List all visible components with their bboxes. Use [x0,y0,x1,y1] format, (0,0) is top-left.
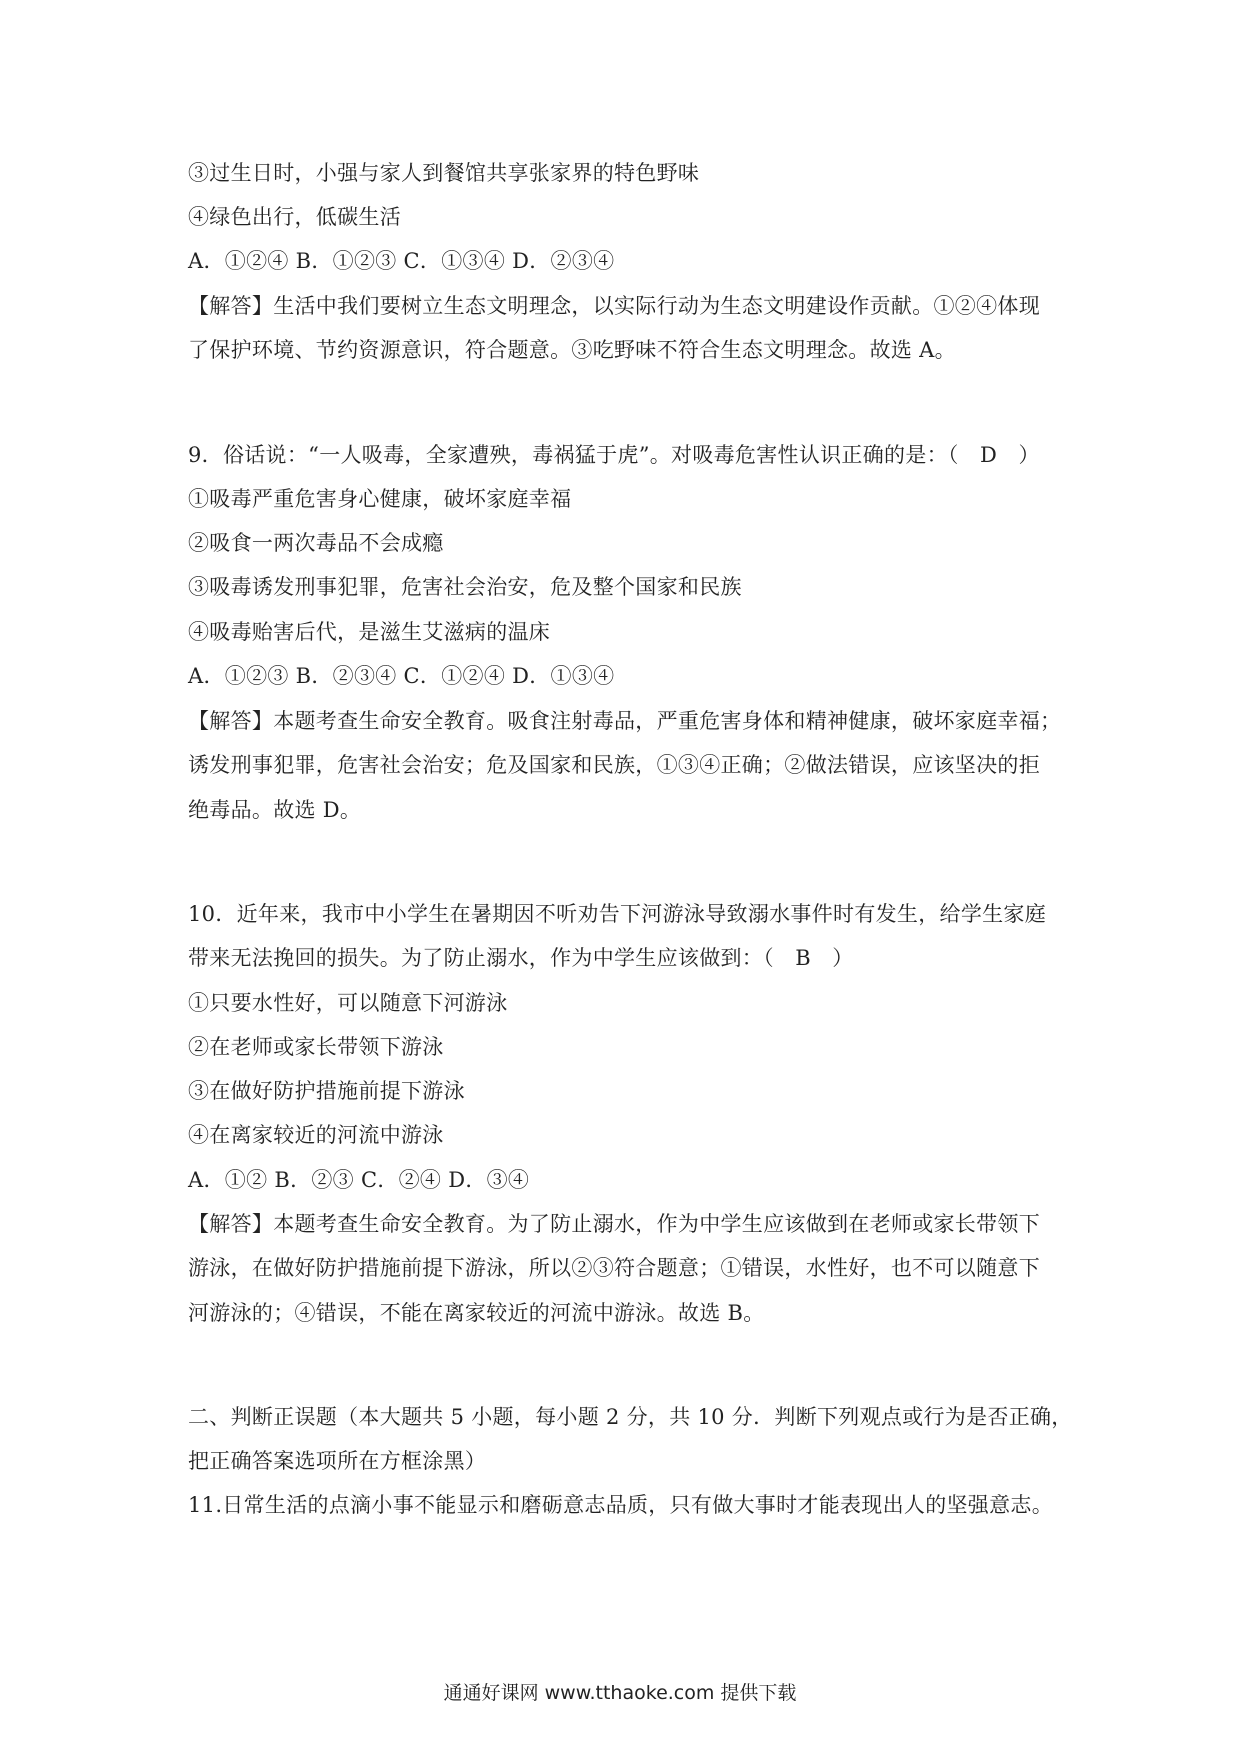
option-line: ③过生日时，小强与家人到餐馆共享张家界的特色野味 [188,161,700,185]
explanation-line: 诱发刑事犯罪，危害社会治安；危及国家和民族，①③④正确；②做法错误，应该坚决的拒 [188,753,1040,777]
option-line: ①只要水性好，可以随意下河游泳 [188,991,508,1015]
option-line: ②在老师或家长带领下游泳 [188,1035,444,1059]
option-line: ①吸毒严重危害身心健康，破坏家庭幸福 [188,487,572,511]
option-line: ②吸食一两次毒品不会成瘾 [188,531,444,555]
explanation-line: 了保护环境、节约资源意识，符合题意。③吃野味不符合生态文明理念。故选 A。 [188,338,956,362]
answer-choices: A．①②④ B．①②③ C．①③④ D．②③④ [188,249,615,273]
explanation-line: 河游泳的；④错误，不能在离家较近的河流中游泳。故选 B。 [188,1301,765,1325]
question-10: 10．近年来，我市中小学生在暑期因不听劝告下河游泳导致溺水事件时有发生，给学生家庭 [188,902,1047,926]
question-9: 9．俗话说：“一人吸毒，全家遭殃，毒祸猛于虎”。对吸毒危害性认识正确的是：（ D ） [188,443,1040,467]
option-line: ③吸毒诱发刑事犯罪，危害社会治安，危及整个国家和民族 [188,575,742,599]
section-heading: 二、判断正误题（本大题共 5 小题，每小题 2 分，共 10 分．判断下列观点或行为是否正确， [188,1405,1073,1429]
explanation-line: 游泳，在做好防护措施前提下游泳，所以②③符合题意；①错误，水性好，也不可以随意下 [188,1256,1040,1280]
option-line: ④绿色出行，低碳生活 [188,205,401,229]
explanation-line: 【解答】本题考查生命安全教育。为了防止溺水，作为中学生应该做到在老师或家长带领下 [188,1212,1040,1236]
page-footer: 通通好课网 www.tthaoke.com 提供下载 [443,1682,797,1704]
answer-choices: A．①②③ B．②③④ C．①②④ D．①③④ [188,664,615,688]
explanation-line: 【解答】生活中我们要树立生态文明理念，以实际行动为生态文明建设作贡献。①②④体现 [188,294,1040,318]
answer-choices: A．①② B．②③ C．②④ D．③④ [188,1168,530,1192]
section-heading: 把正确答案选项所在方框涂黑） [188,1449,487,1473]
question-11: 11.日常生活的点滴小事不能显示和磨砺意志品质，只有做大事时才能表现出人的坚强意志。 [188,1493,1053,1517]
question-10: 带来无法挽回的损失。为了防止溺水，作为中学生应该做到：（ B ） [188,946,854,970]
option-line: ③在做好防护措施前提下游泳 [188,1079,465,1103]
option-line: ④吸毒贻害后代，是滋生艾滋病的温床 [188,620,551,644]
option-line: ④在离家较近的河流中游泳 [188,1123,444,1147]
explanation-line: 绝毒品。故选 D。 [188,798,362,822]
explanation-line: 【解答】本题考查生命安全教育。吸食注射毒品，严重危害身体和精神健康，破坏家庭幸福； [188,709,1062,733]
